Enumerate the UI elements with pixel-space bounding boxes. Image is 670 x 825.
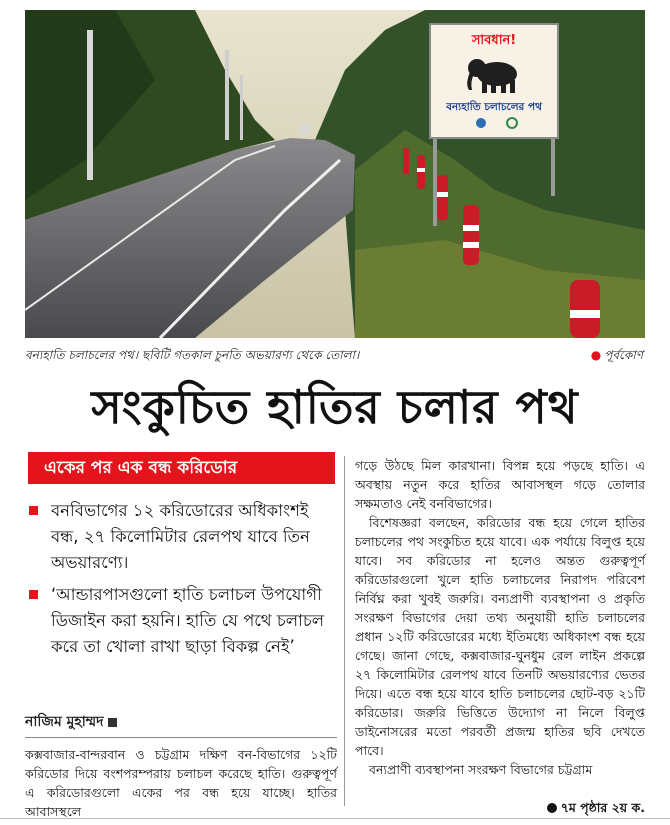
- divider: [25, 737, 337, 738]
- highlight-item: [25, 498, 335, 576]
- sign-heading: সাবধান!: [471, 33, 517, 48]
- caption-text: বন্যহাতি চলাচলের পথ। ছবিটি গতকাল চুনতি অভয়ারণ্য থেকে তোলা।: [25, 348, 360, 362]
- jump-text: ৭ম পৃষ্ঠার ২য় ক.: [560, 800, 645, 815]
- left-column: [25, 452, 335, 666]
- red-square-icon: [29, 506, 38, 515]
- red-square-icon: [29, 590, 38, 599]
- headline: সংকুচিত হাতির চলার পথ: [91, 380, 579, 434]
- paragraph: বিশেষজ্ঞরা বলছেন, করিডোর বন্ধ হয়ে গেলে হাতির চলাচলের পথ সংকুচিত হয়ে যাবে। এক পর্যায়ে বিলুপ্ত হয়ে যাবে। সব করিডোর না হলেও অন্তত গুরুত্বপূর্ণ করিডোরগুলো খুলে হাতি চলাচলের নিরাপদ পরিবেশ নির্বিঘ্ন করা খুবই জরুরি। বন্যপ্রাণী ব্যবস্থাপনা ও প্রকৃতি সংরক্ষণ বিভাগের দেয়া তথ্য অনুযায়ী হাতি চলাচলের প্রধান ১২টি করিডোরের মধ্যে ইতিমধ্যে অধিকাংশ বন্ধ হয়ে গেছে। জানা গেছে, কক্সবাজার-ঘুনধুম রেল লাইন প্রকল্পে ২৭ কিলোমিটার রেলপথ যাবে তিনটি অভয়ারণ্যের ভেতর দিয়ে। এতে বন্ধ হয়ে যাবে হাতি চলাচলের ছোট-বড় ২১টি করিডোর। জরুরি ভিত্তিতে উদ্যোগ না নিলে বিলুপ্ত ডাইনোসরের মতো পরবর্তী প্রজন্ম হাতির ছবি দেখতে পাবে।: [355, 515, 645, 758]
- continued-jump: [547, 800, 645, 820]
- bottom-rule: [0, 818, 670, 819]
- credit-text: পূর্বকোণ: [604, 348, 643, 362]
- body-text-left: কক্সবাজার-বান্দরবান ও চট্টগ্রাম দক্ষিণ বন-বিভাগের ১২টি করিডোর দিয়ে বংশপরম্পরায় চলাচল করেছে হাতি। গুরুত্বপূর্ণ এ করিডোরগুলো একের পর বন্ধ হয়ে যাচ্ছে। হাতির আবাসস্থলে: [25, 747, 337, 819]
- photo-caption: [25, 344, 645, 364]
- byline: [25, 710, 117, 734]
- paragraph: গড়ে উঠছে মিল কারখানা। বিপন্ন হয়ে পড়ছে হাতি। এ অবস্থায় নতুন করে হাতির আবাসস্থল গড়ে তোলার সক্ষমতাও নেই বনবিভাগের।: [355, 458, 645, 511]
- photo-credit: [591, 347, 643, 367]
- news-photo: [25, 10, 645, 338]
- bullet-dot-icon: [547, 803, 557, 813]
- sign-text: বন্যহাতি চলাচলের পথ: [446, 101, 542, 113]
- highlight-text: ‘আন্ডারপাসগুলো হাতি চলাচল উপযোগী ডিজাইন করা হয়নি। হাতি যে পথে চলাচল করে তা খোলা রাখা ছাড়া বিকল্প নেই’: [51, 585, 325, 656]
- subhead-banner: একের পর এক বন্ধ করিডোর: [28, 452, 335, 484]
- highlight-item: [25, 582, 335, 660]
- body-text-right: [355, 456, 645, 779]
- paragraph: বন্যপ্রাণী ব্যবস্থাপনা সংরক্ষণ বিভাগের চট্টগ্রাম: [369, 762, 593, 777]
- column-divider: [344, 456, 345, 806]
- highlight-text: বনবিভাগের ১২ করিডোরের অধিকাংশই বন্ধ, ২৭ কিলোমিটার রেলপথ যাবে তিন অভয়ারণ্যে।: [51, 501, 310, 572]
- highlight-list: [25, 498, 335, 660]
- road-scene-illustration: [25, 10, 645, 338]
- square-icon: [108, 718, 117, 727]
- bullet-dot-icon: ●: [590, 348, 602, 362]
- author-name: নাজিম মুহাম্মদ: [25, 714, 104, 730]
